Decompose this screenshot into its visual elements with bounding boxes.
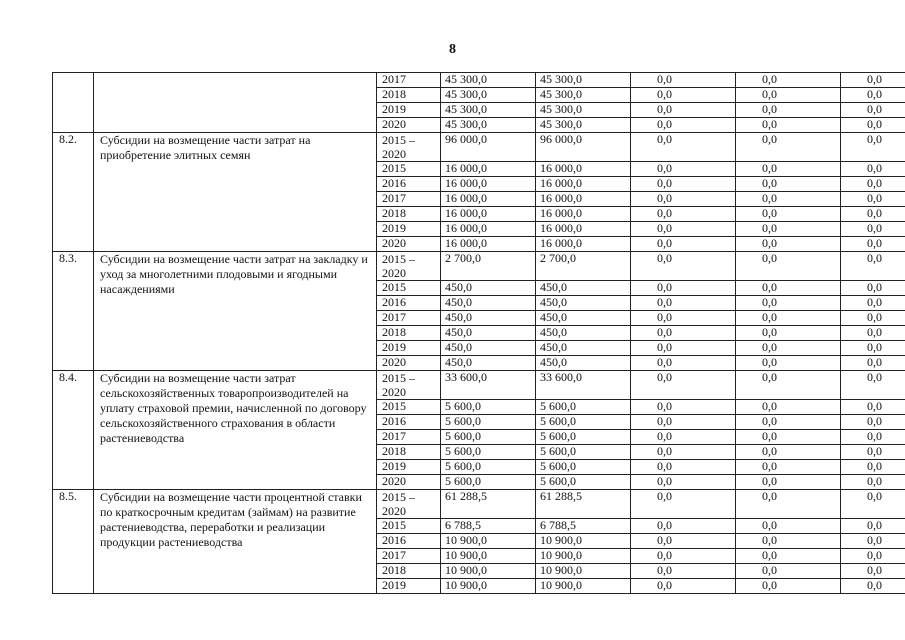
value-cell-c: 0,0 xyxy=(841,281,905,296)
section-number-cell: 8.3. xyxy=(53,252,94,371)
value-cell-c: 0,0 xyxy=(841,341,905,356)
year-cell: 2017 xyxy=(377,73,441,88)
value-cell-c: 0,0 xyxy=(841,237,905,252)
budget-table-body xyxy=(53,73,905,594)
value-cell-b: 0,0 xyxy=(736,326,841,341)
year-cell: 2015 – 2020 xyxy=(377,371,441,400)
year-cell: 2017 xyxy=(377,430,441,445)
value-cell-c: 0,0 xyxy=(841,400,905,415)
regional-cell: 45 300,0 xyxy=(536,73,631,88)
value-cell-a: 0,0 xyxy=(631,296,736,311)
regional-cell: 45 300,0 xyxy=(536,88,631,103)
regional-cell: 16 000,0 xyxy=(536,207,631,222)
year-cell: 2015 xyxy=(377,519,441,534)
total-cell: 61 288,5 xyxy=(441,490,536,519)
total-cell: 5 600,0 xyxy=(441,400,536,415)
year-cell: 2019 xyxy=(377,222,441,237)
value-cell-c: 0,0 xyxy=(841,192,905,207)
total-cell: 16 000,0 xyxy=(441,237,536,252)
value-cell-b: 0,0 xyxy=(736,207,841,222)
total-cell: 10 900,0 xyxy=(441,579,536,594)
value-cell-a: 0,0 xyxy=(631,118,736,133)
total-cell: 450,0 xyxy=(441,281,536,296)
total-cell: 5 600,0 xyxy=(441,415,536,430)
page-number: 8 xyxy=(449,42,456,57)
value-cell-a: 0,0 xyxy=(631,564,736,579)
regional-cell: 5 600,0 xyxy=(536,475,631,490)
regional-cell: 450,0 xyxy=(536,341,631,356)
value-cell-c: 0,0 xyxy=(841,103,905,118)
regional-cell: 10 900,0 xyxy=(536,549,631,564)
regional-cell: 5 600,0 xyxy=(536,415,631,430)
year-cell: 2017 xyxy=(377,311,441,326)
value-cell-a: 0,0 xyxy=(631,326,736,341)
value-cell-c: 0,0 xyxy=(841,118,905,133)
value-cell-a: 0,0 xyxy=(631,430,736,445)
total-cell: 10 900,0 xyxy=(441,534,536,549)
year-cell: 2017 xyxy=(377,549,441,564)
value-cell-c: 0,0 xyxy=(841,534,905,549)
value-cell-a: 0,0 xyxy=(631,579,736,594)
regional-cell: 450,0 xyxy=(536,296,631,311)
value-cell-b: 0,0 xyxy=(736,73,841,88)
value-cell-c: 0,0 xyxy=(841,445,905,460)
year-cell: 2020 xyxy=(377,118,441,133)
value-cell-c: 0,0 xyxy=(841,579,905,594)
total-cell: 16 000,0 xyxy=(441,162,536,177)
regional-cell: 33 600,0 xyxy=(536,371,631,400)
value-cell-a: 0,0 xyxy=(631,281,736,296)
value-cell-c: 0,0 xyxy=(841,549,905,564)
total-cell: 2 700,0 xyxy=(441,252,536,281)
total-cell: 45 300,0 xyxy=(441,103,536,118)
year-cell: 2015 xyxy=(377,281,441,296)
value-cell-c: 0,0 xyxy=(841,356,905,371)
value-cell-c: 0,0 xyxy=(841,430,905,445)
value-cell-b: 0,0 xyxy=(736,564,841,579)
value-cell-b: 0,0 xyxy=(736,237,841,252)
value-cell-b: 0,0 xyxy=(736,192,841,207)
regional-cell: 5 600,0 xyxy=(536,460,631,475)
value-cell-c: 0,0 xyxy=(841,162,905,177)
value-cell-a: 0,0 xyxy=(631,445,736,460)
value-cell-b: 0,0 xyxy=(736,400,841,415)
value-cell-a: 0,0 xyxy=(631,371,736,400)
section-number-cell: 8.4. xyxy=(53,371,94,490)
value-cell-c: 0,0 xyxy=(841,133,905,162)
year-cell: 2017 xyxy=(377,192,441,207)
total-cell: 5 600,0 xyxy=(441,475,536,490)
value-cell-c: 0,0 xyxy=(841,475,905,490)
total-cell: 45 300,0 xyxy=(441,88,536,103)
year-cell: 2018 xyxy=(377,207,441,222)
regional-cell: 450,0 xyxy=(536,311,631,326)
regional-cell: 45 300,0 xyxy=(536,118,631,133)
section-name-cell: Субсидии на возмещение части затрат на закладку и уход за многолетними плодовыми и ягодными насаждениями xyxy=(94,252,377,371)
value-cell-a: 0,0 xyxy=(631,415,736,430)
value-cell-b: 0,0 xyxy=(736,118,841,133)
regional-cell: 2 700,0 xyxy=(536,252,631,281)
value-cell-b: 0,0 xyxy=(736,177,841,192)
total-cell: 16 000,0 xyxy=(441,177,536,192)
total-cell: 5 600,0 xyxy=(441,460,536,475)
value-cell-a: 0,0 xyxy=(631,177,736,192)
total-cell: 45 300,0 xyxy=(441,118,536,133)
value-cell-c: 0,0 xyxy=(841,326,905,341)
value-cell-b: 0,0 xyxy=(736,415,841,430)
value-cell-a: 0,0 xyxy=(631,475,736,490)
total-cell: 6 788,5 xyxy=(441,519,536,534)
total-cell: 96 000,0 xyxy=(441,133,536,162)
value-cell-c: 0,0 xyxy=(841,371,905,400)
regional-cell: 6 788,5 xyxy=(536,519,631,534)
budget-table xyxy=(52,72,905,594)
total-cell: 10 900,0 xyxy=(441,549,536,564)
value-cell-c: 0,0 xyxy=(841,177,905,192)
year-cell: 2018 xyxy=(377,445,441,460)
value-cell-a: 0,0 xyxy=(631,252,736,281)
total-cell: 45 300,0 xyxy=(441,73,536,88)
year-cell: 2020 xyxy=(377,237,441,252)
total-cell: 16 000,0 xyxy=(441,207,536,222)
value-cell-c: 0,0 xyxy=(841,311,905,326)
value-cell-a: 0,0 xyxy=(631,519,736,534)
table-row xyxy=(53,490,905,519)
year-cell: 2018 xyxy=(377,88,441,103)
value-cell-b: 0,0 xyxy=(736,430,841,445)
regional-cell: 10 900,0 xyxy=(536,579,631,594)
value-cell-c: 0,0 xyxy=(841,252,905,281)
table-row xyxy=(53,133,905,162)
year-cell: 2018 xyxy=(377,564,441,579)
year-cell: 2015 xyxy=(377,400,441,415)
total-cell: 5 600,0 xyxy=(441,430,536,445)
value-cell-b: 0,0 xyxy=(736,162,841,177)
value-cell-a: 0,0 xyxy=(631,341,736,356)
value-cell-a: 0,0 xyxy=(631,460,736,475)
year-cell: 2016 xyxy=(377,534,441,549)
regional-cell: 5 600,0 xyxy=(536,445,631,460)
value-cell-b: 0,0 xyxy=(736,445,841,460)
year-cell: 2019 xyxy=(377,460,441,475)
year-cell: 2019 xyxy=(377,103,441,118)
value-cell-c: 0,0 xyxy=(841,207,905,222)
regional-cell: 61 288,5 xyxy=(536,490,631,519)
year-cell: 2020 xyxy=(377,475,441,490)
value-cell-b: 0,0 xyxy=(736,356,841,371)
total-cell: 16 000,0 xyxy=(441,222,536,237)
value-cell-b: 0,0 xyxy=(736,534,841,549)
total-cell: 450,0 xyxy=(441,296,536,311)
value-cell-b: 0,0 xyxy=(736,88,841,103)
total-cell: 5 600,0 xyxy=(441,445,536,460)
regional-cell: 16 000,0 xyxy=(536,237,631,252)
value-cell-a: 0,0 xyxy=(631,162,736,177)
table-row xyxy=(53,73,905,88)
value-cell-b: 0,0 xyxy=(736,252,841,281)
regional-cell: 16 000,0 xyxy=(536,222,631,237)
year-cell: 2015 xyxy=(377,162,441,177)
year-cell: 2018 xyxy=(377,326,441,341)
regional-cell: 45 300,0 xyxy=(536,103,631,118)
value-cell-b: 0,0 xyxy=(736,341,841,356)
regional-cell: 10 900,0 xyxy=(536,564,631,579)
regional-cell: 450,0 xyxy=(536,356,631,371)
section-name-cell: Субсидии на возмещение части затрат сельскохозяйственных товаропроизводителей на уплату страховой премии, начисленной по договору сельскохозяйственного страхования в области растениеводства xyxy=(94,371,377,490)
value-cell-a: 0,0 xyxy=(631,207,736,222)
value-cell-c: 0,0 xyxy=(841,490,905,519)
value-cell-c: 0,0 xyxy=(841,296,905,311)
regional-cell: 450,0 xyxy=(536,326,631,341)
value-cell-b: 0,0 xyxy=(736,281,841,296)
total-cell: 450,0 xyxy=(441,341,536,356)
section-name-cell: Субсидии на возмещение части процентной ставки по краткосрочным кредитам (займам) на развитие растениеводства, переработки и реализации продукции растениеводства xyxy=(94,490,377,594)
total-cell: 450,0 xyxy=(441,326,536,341)
value-cell-a: 0,0 xyxy=(631,103,736,118)
regional-cell: 96 000,0 xyxy=(536,133,631,162)
value-cell-b: 0,0 xyxy=(736,103,841,118)
section-number-cell: 8.2. xyxy=(53,133,94,252)
value-cell-b: 0,0 xyxy=(736,222,841,237)
value-cell-c: 0,0 xyxy=(841,73,905,88)
regional-cell: 450,0 xyxy=(536,281,631,296)
total-cell: 10 900,0 xyxy=(441,564,536,579)
section-number-cell: 8.5. xyxy=(53,490,94,594)
value-cell-a: 0,0 xyxy=(631,549,736,564)
value-cell-b: 0,0 xyxy=(736,371,841,400)
year-cell: 2020 xyxy=(377,356,441,371)
year-cell: 2016 xyxy=(377,415,441,430)
value-cell-b: 0,0 xyxy=(736,549,841,564)
value-cell-b: 0,0 xyxy=(736,311,841,326)
value-cell-a: 0,0 xyxy=(631,192,736,207)
value-cell-a: 0,0 xyxy=(631,133,736,162)
table-row xyxy=(53,252,905,281)
value-cell-a: 0,0 xyxy=(631,356,736,371)
value-cell-a: 0,0 xyxy=(631,311,736,326)
total-cell: 450,0 xyxy=(441,356,536,371)
value-cell-c: 0,0 xyxy=(841,222,905,237)
value-cell-b: 0,0 xyxy=(736,490,841,519)
regional-cell: 10 900,0 xyxy=(536,534,631,549)
value-cell-a: 0,0 xyxy=(631,237,736,252)
value-cell-a: 0,0 xyxy=(631,490,736,519)
value-cell-c: 0,0 xyxy=(841,460,905,475)
table-row xyxy=(53,371,905,400)
value-cell-b: 0,0 xyxy=(736,475,841,490)
total-cell: 16 000,0 xyxy=(441,192,536,207)
section-number-cell xyxy=(53,73,94,133)
value-cell-a: 0,0 xyxy=(631,400,736,415)
value-cell-c: 0,0 xyxy=(841,88,905,103)
total-cell: 450,0 xyxy=(441,311,536,326)
value-cell-a: 0,0 xyxy=(631,534,736,549)
value-cell-b: 0,0 xyxy=(736,460,841,475)
value-cell-c: 0,0 xyxy=(841,519,905,534)
year-cell: 2015 – 2020 xyxy=(377,133,441,162)
regional-cell: 16 000,0 xyxy=(536,192,631,207)
value-cell-a: 0,0 xyxy=(631,222,736,237)
value-cell-b: 0,0 xyxy=(736,579,841,594)
regional-cell: 5 600,0 xyxy=(536,430,631,445)
regional-cell: 16 000,0 xyxy=(536,177,631,192)
year-cell: 2019 xyxy=(377,341,441,356)
value-cell-b: 0,0 xyxy=(736,519,841,534)
value-cell-c: 0,0 xyxy=(841,415,905,430)
year-cell: 2015 – 2020 xyxy=(377,490,441,519)
total-cell: 33 600,0 xyxy=(441,371,536,400)
value-cell-a: 0,0 xyxy=(631,88,736,103)
value-cell-b: 0,0 xyxy=(736,133,841,162)
year-cell: 2019 xyxy=(377,579,441,594)
value-cell-c: 0,0 xyxy=(841,564,905,579)
year-cell: 2016 xyxy=(377,177,441,192)
value-cell-a: 0,0 xyxy=(631,73,736,88)
year-cell: 2016 xyxy=(377,296,441,311)
regional-cell: 5 600,0 xyxy=(536,400,631,415)
section-name-cell: Субсидии на возмещение части затрат на приобретение элитных семян xyxy=(94,133,377,252)
value-cell-b: 0,0 xyxy=(736,296,841,311)
section-name-cell xyxy=(94,73,377,133)
regional-cell: 16 000,0 xyxy=(536,162,631,177)
year-cell: 2015 – 2020 xyxy=(377,252,441,281)
